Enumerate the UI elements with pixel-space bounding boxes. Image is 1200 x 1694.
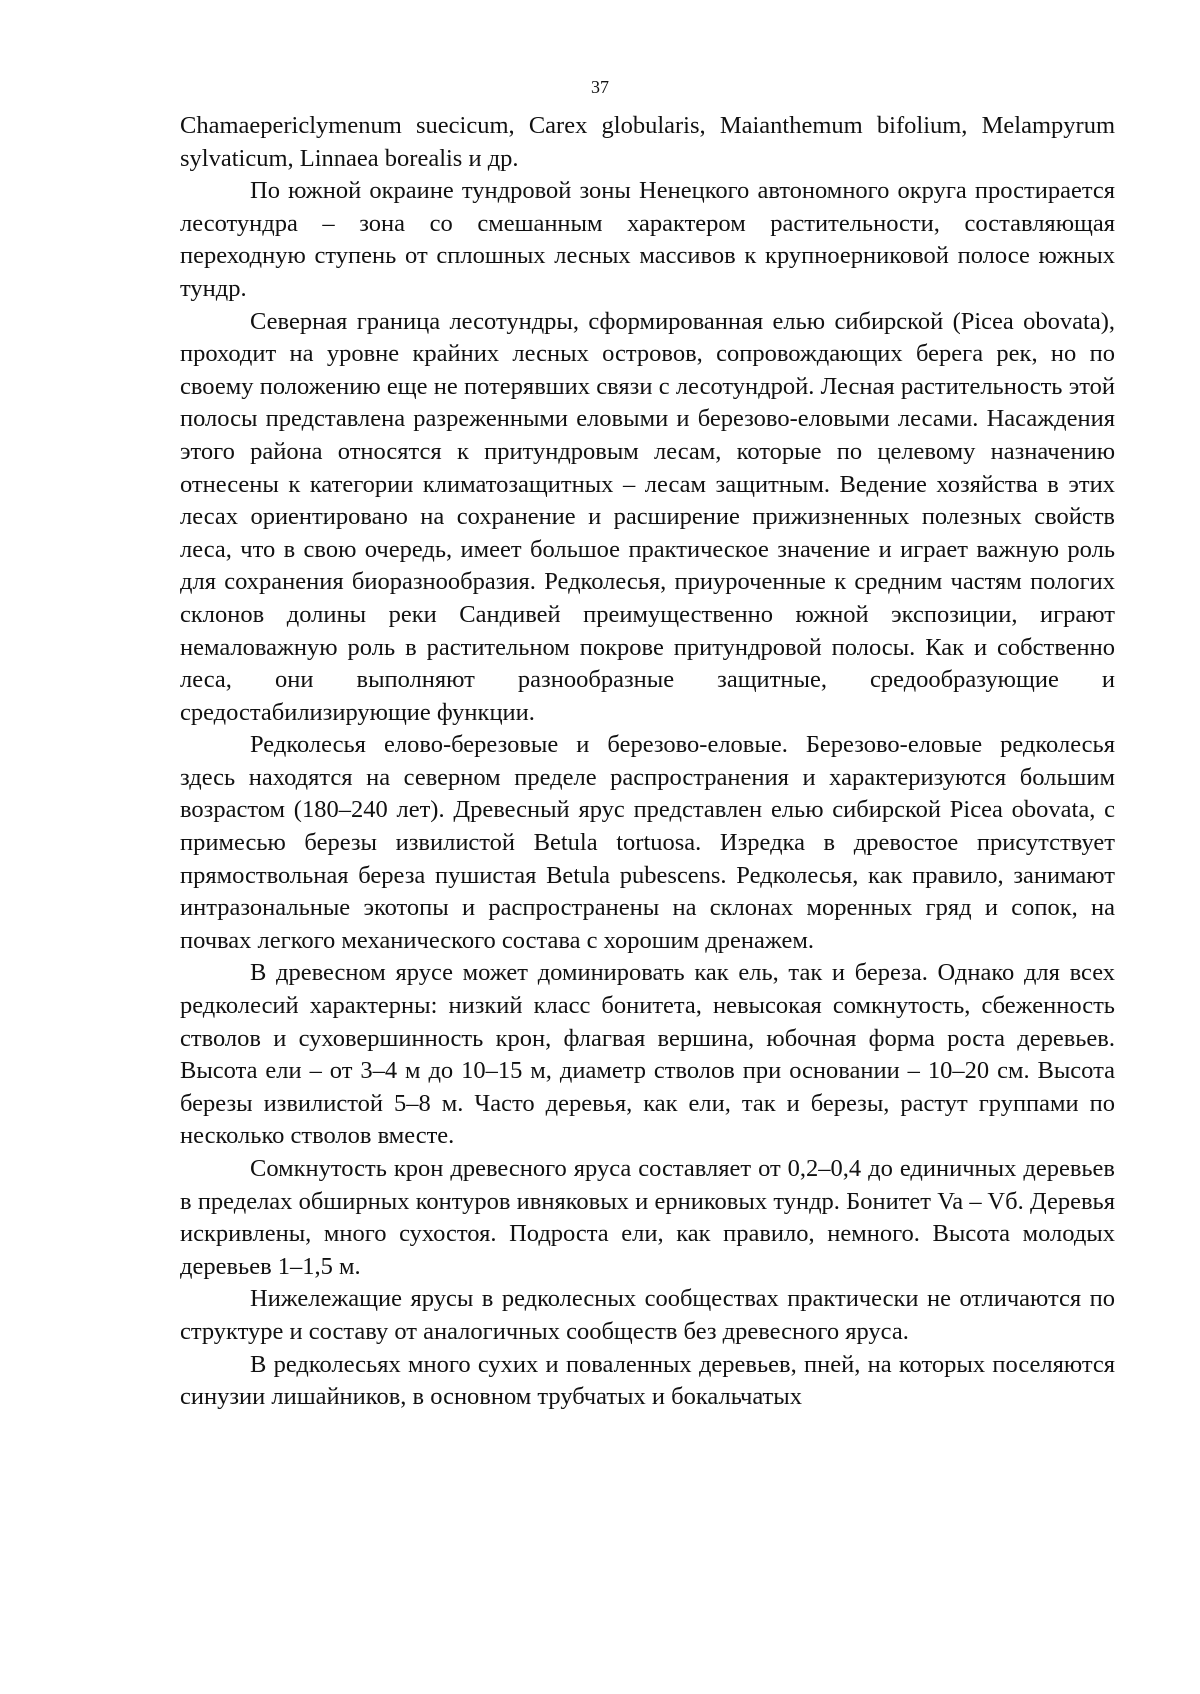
- paragraph-4: Редколесья елово-березовые и березово-еловые. Березово-еловые редколесья здесь находятся на северном пределе распространения и характеризуются большим возрастом (180–240 лет). Древесный ярус представлен елью сибирской Picea obovata, с примесью березы извилистой Betula tortuosa. Изредка в древостое присутствует прямоствольная береза пушистая Betula pubescens. Редколесья, как правило, занимают интразональные экотопы и распространены на склонах моренных гряд и сопок, на почвах легкого механического состава с хорошим дренажем.: [180, 731, 1115, 954]
- body-text: [180, 110, 1115, 1414]
- paragraph-7: Нижележащие ярусы в редколесных сообществах практически не отличаются по структуре и составу от аналогичных сообществ без древесного яруса.: [180, 1285, 1115, 1345]
- page-number: 37: [591, 77, 609, 97]
- paragraph-1: Chamaepericlymenum suecicum, Carex globularis, Maianthemum bifolium, Melampyrum sylvaticum, Linnaea borealis и др.: [180, 112, 1115, 172]
- paragraph-8: В редколесьях много сухих и поваленных деревьев, пней, на которых поселяются синузии лишайников, в основном трубчатых и бокальчатых: [180, 1350, 1115, 1411]
- paragraph-3: Северная граница лесотундры, сформированная елью сибирской (Picea obovata), проходит на уровне крайних лесных островов, сопровождающих берега рек, но по своему положению еще не потерявших связи с лесотундрой. Лесная растительность этой полосы представлена разреженными еловыми и березово-еловыми лесами. Насаждения этого района относятся к притундровым лесам, которые по целевому назначению отнесены к категории климатозащитных – лесам защитным. Ведение хозяйства в этих лесах ориентировано на сохранение и расширение прижизненных полезных свойств леса, что в свою очередь, имеет большое практическое значение и играет важную роль для сохранения биоразнообразия. Редколесья, приуроченные к средним частям пологих склонов долины реки Сандивей преимущественно южной экспозиции, играют немаловажную роль в растительном покрове притундровой полосы. Как и собственно леса, они выполняют разнообразные защитные, средообразующие и средостабилизирующие функции.: [180, 307, 1115, 726]
- paragraph-5: В древесном ярусе может доминировать как ель, так и береза. Однако для всех редколесий характерны: низкий класс бонитета, невысокая сомкнутость, сбеженность стволов и суховершинность крон, флагвая вершина, юбочная форма роста деревьев. Высота ели – от 3–4 м до 10–15 м, диаметр стволов при основании – 10–20 см. Высота березы извилистой 5–8 м. Часто деревья, как ели, так и березы, растут группами по несколько стволов вместе.: [180, 959, 1115, 1150]
- paragraph-2: По южной окраине тундровой зоны Ненецкого автономного округа простирается лесотундра – зона со смешанным характером растительности, составляющая переходную ступень от сплошных лесных массивов к крупноерниковой полосе южных тундр.: [180, 177, 1115, 302]
- paragraph-6: Сомкнутость крон древесного яруса составляет от 0,2–0,4 до единичных деревьев в пределах обширных контуров ивняковых и ерниковых тундр. Бонитет Va – Vб. Деревья искривлены, много сухостоя. Подроста ели, как правило, немного. Высота молодых деревьев 1–1,5 м.: [180, 1155, 1115, 1280]
